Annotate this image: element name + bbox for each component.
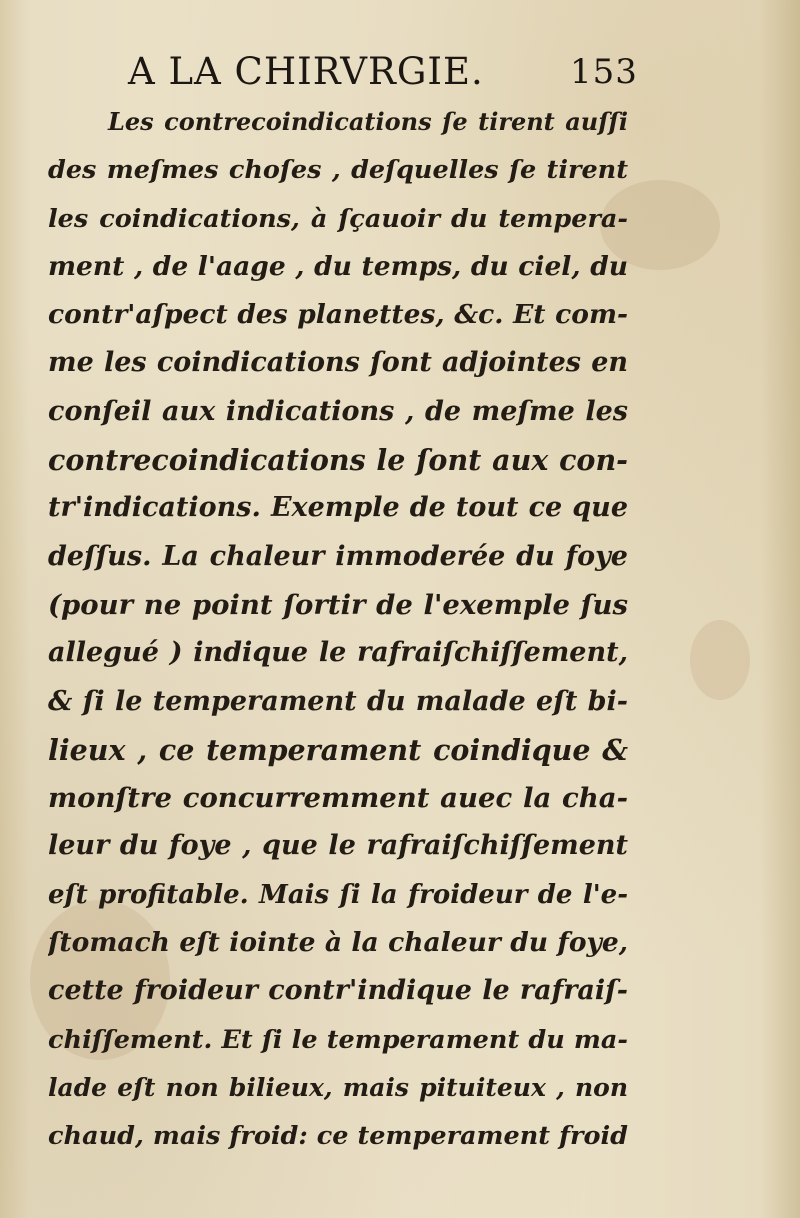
- text-line: les coindications, à ſçauoir du tempera-: [48, 203, 628, 234]
- text-line: leur du foye , que le rafraiſchiſſement: [48, 830, 628, 862]
- text-line: eſt profitable. Mais ſi la froideur de l'e-: [48, 879, 628, 910]
- page-header: [128, 50, 638, 104]
- text-line: (pour ne point ſortir de l'exemple ſus: [48, 588, 628, 621]
- text-line: deſſus. La chaleur immoderée du foye: [48, 540, 628, 572]
- text-line: chaud, mais froid: ce temperament froid: [48, 1121, 628, 1152]
- text-line: lade eſt non bilieux, mais pituiteux , non: [48, 1072, 628, 1102]
- text-line: ment , de l'aage , du temps, du ciel, du: [48, 250, 628, 282]
- text-line: me les coindications ſont adjointes en: [48, 347, 628, 379]
- body-text: [48, 98, 628, 1161]
- text-line: conſeil aux indications , de meſme les: [48, 395, 628, 427]
- text-line: lieux , ce temperament coindique &: [48, 732, 628, 767]
- text-line: contr'aſpect des planettes, &c. Et com-: [48, 299, 628, 331]
- text-line: Les contrecoindications ſe tirent auſſi: [108, 107, 628, 136]
- text-line: contrecoindications le ſont aux con-: [48, 443, 628, 478]
- running-title: A LA CHIRVRGIE.: [128, 50, 484, 93]
- page-number: 153: [570, 52, 638, 92]
- text-line: & ſi le temperament du malade eſt bi-: [48, 685, 628, 717]
- text-line: cette froideur contr'indique le rafraiſ-: [48, 975, 628, 1007]
- text-line: chiſſement. Et ſi le temperament du ma-: [48, 1024, 628, 1055]
- paper-stain: [690, 620, 750, 700]
- text-line: tr'indications. Exemple de tout ce que: [48, 492, 628, 524]
- text-line: des meſmes choſes , deſquelles ſe tirent: [48, 155, 628, 186]
- text-line: ſtomach eſt iointe à la chaleur du foye,: [48, 927, 628, 959]
- text-line: allegué ) indique le rafraiſchiſſement,: [48, 637, 628, 669]
- text-line: monſtre concurremment auec la cha-: [48, 782, 628, 815]
